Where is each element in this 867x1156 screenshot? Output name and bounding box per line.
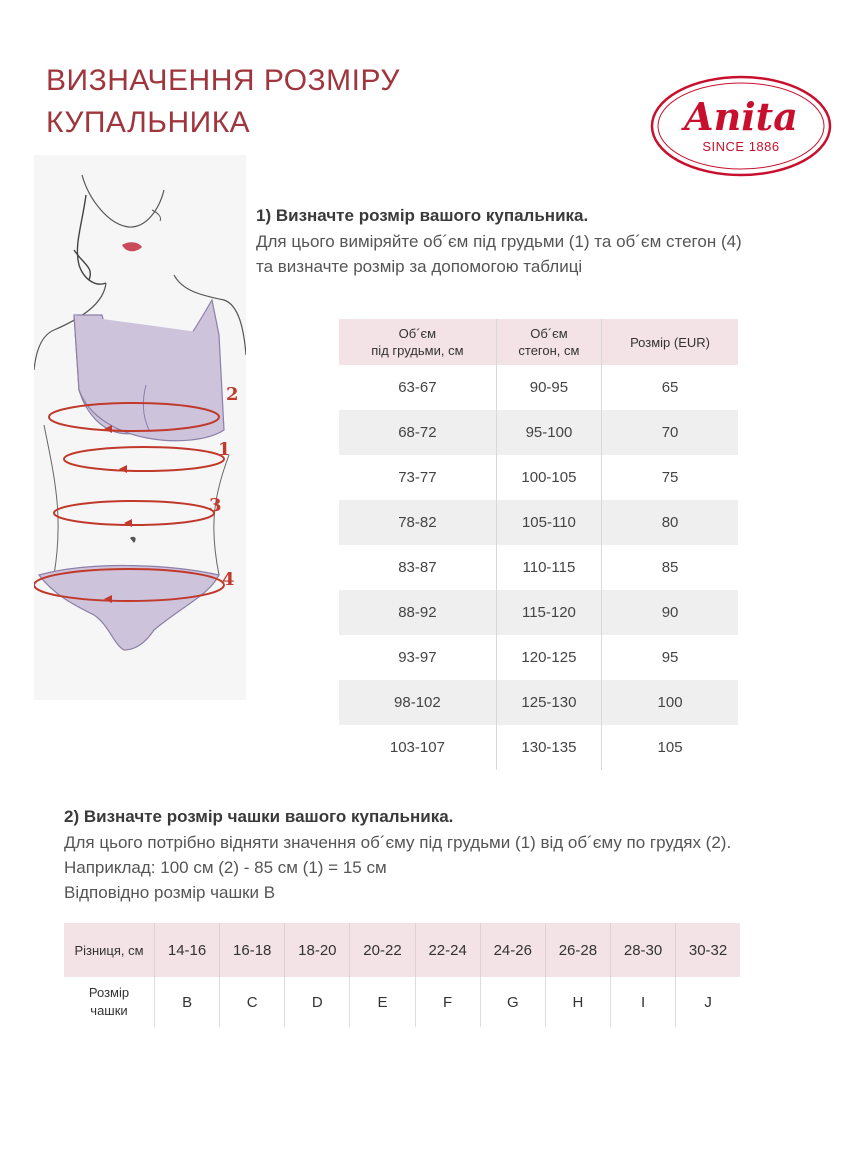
table-row xyxy=(339,455,738,500)
size-cell: 95 xyxy=(602,635,738,680)
marker-4: 4 xyxy=(222,569,235,590)
measurement-illustration xyxy=(34,155,246,700)
table-row xyxy=(339,590,738,635)
underbust-cell: 73-77 xyxy=(339,455,496,500)
size-table xyxy=(339,319,738,770)
hips-cell: 105-110 xyxy=(496,500,601,545)
cup-cell: J xyxy=(676,977,740,1027)
cup-cell: F xyxy=(415,977,480,1027)
underbust-cell: 78-82 xyxy=(339,500,496,545)
underbust-cell: 93-97 xyxy=(339,635,496,680)
underbust-cell: 83-87 xyxy=(339,545,496,590)
marker-1: 1 xyxy=(218,439,231,460)
cup-cell: E xyxy=(350,977,415,1027)
size-cell: 75 xyxy=(602,455,738,500)
size-cell: 70 xyxy=(602,410,738,455)
table-row xyxy=(339,365,738,410)
cup-row-label: Розмір чашки xyxy=(88,985,130,1018)
step-2-line-2: Наприклад: 100 см (2) - 85 см (1) = 15 см xyxy=(64,858,387,877)
cup-table-cup-row xyxy=(64,977,740,1027)
header-size-eur: Розмір (EUR) xyxy=(602,319,738,365)
table-row xyxy=(339,635,738,680)
hips-cell: 120-125 xyxy=(496,635,601,680)
table-row xyxy=(339,680,738,725)
diff-cell: 24-26 xyxy=(480,923,545,977)
hips-cell: 125-130 xyxy=(496,680,601,725)
anita-logo xyxy=(650,75,832,177)
diff-cell: 14-16 xyxy=(155,923,220,977)
table-row xyxy=(339,545,738,590)
size-cell: 85 xyxy=(602,545,738,590)
diff-cell: 28-30 xyxy=(610,923,675,977)
size-cell: 105 xyxy=(602,725,738,770)
table-row xyxy=(339,500,738,545)
step-2-section xyxy=(64,804,844,905)
page-title xyxy=(46,60,400,144)
title-line-1: ВИЗНАЧЕННЯ РОЗМІРУ xyxy=(46,64,400,97)
size-cell: 90 xyxy=(602,590,738,635)
step-1-line-2: та визначте розмір за допомогою таблиці xyxy=(256,257,583,276)
header-hips: Об´єм стегон, см xyxy=(496,319,601,365)
underbust-cell: 103-107 xyxy=(339,725,496,770)
size-cell: 80 xyxy=(602,500,738,545)
hips-cell: 130-135 xyxy=(496,725,601,770)
header-underbust: Об´єм під грудьми, см xyxy=(339,319,496,365)
table-row xyxy=(339,725,738,770)
cup-size-table xyxy=(64,923,740,1027)
size-table-header-row xyxy=(339,319,738,365)
cup-cell: D xyxy=(285,977,350,1027)
diff-cell: 22-24 xyxy=(415,923,480,977)
title-line-2: КУПАЛЬНИКА xyxy=(46,106,251,139)
cup-cell: G xyxy=(480,977,545,1027)
diff-cell: 26-28 xyxy=(545,923,610,977)
hips-cell: 110-115 xyxy=(496,545,601,590)
diff-row-label: Різниця, см xyxy=(64,923,155,977)
cup-cell: C xyxy=(220,977,285,1027)
logo-brand: Anita xyxy=(684,94,798,139)
diff-cell: 30-32 xyxy=(676,923,740,977)
underbust-cell: 88-92 xyxy=(339,590,496,635)
step-1-line-1: Для цього виміряйте об´єм під грудьми (1) та об´єм стегон (4) xyxy=(256,232,742,251)
cup-cell: B xyxy=(155,977,220,1027)
step-2-heading: 2) Визначте розмір чашки вашого купальника. xyxy=(64,807,454,826)
cup-table-diff-row xyxy=(64,923,740,977)
underbust-cell: 98-102 xyxy=(339,680,496,725)
hips-cell: 95-100 xyxy=(496,410,601,455)
table-row xyxy=(339,410,738,455)
underbust-cell: 68-72 xyxy=(339,410,496,455)
cup-cell: H xyxy=(545,977,610,1027)
step-1-heading: 1) Визначте розмір вашого купальника. xyxy=(256,206,589,225)
marker-3: 3 xyxy=(209,495,222,516)
step-1-section xyxy=(256,203,846,279)
hips-cell: 100-105 xyxy=(496,455,601,500)
step-2-line-1: Для цього потрібно відняти значення об´єму під грудьми (1) від об´єму по грудях (2). xyxy=(64,833,732,852)
diff-cell: 20-22 xyxy=(350,923,415,977)
logo-since: SINCE 1886 xyxy=(702,139,780,154)
underbust-cell: 63-67 xyxy=(339,365,496,410)
size-cell: 100 xyxy=(602,680,738,725)
diff-cell: 18-20 xyxy=(285,923,350,977)
size-cell: 65 xyxy=(602,365,738,410)
hips-cell: 90-95 xyxy=(496,365,601,410)
marker-2: 2 xyxy=(226,384,239,405)
hips-cell: 115-120 xyxy=(496,590,601,635)
diff-cell: 16-18 xyxy=(220,923,285,977)
step-2-line-3: Відповідно розмір чашки B xyxy=(64,883,276,902)
cup-cell: I xyxy=(610,977,675,1027)
